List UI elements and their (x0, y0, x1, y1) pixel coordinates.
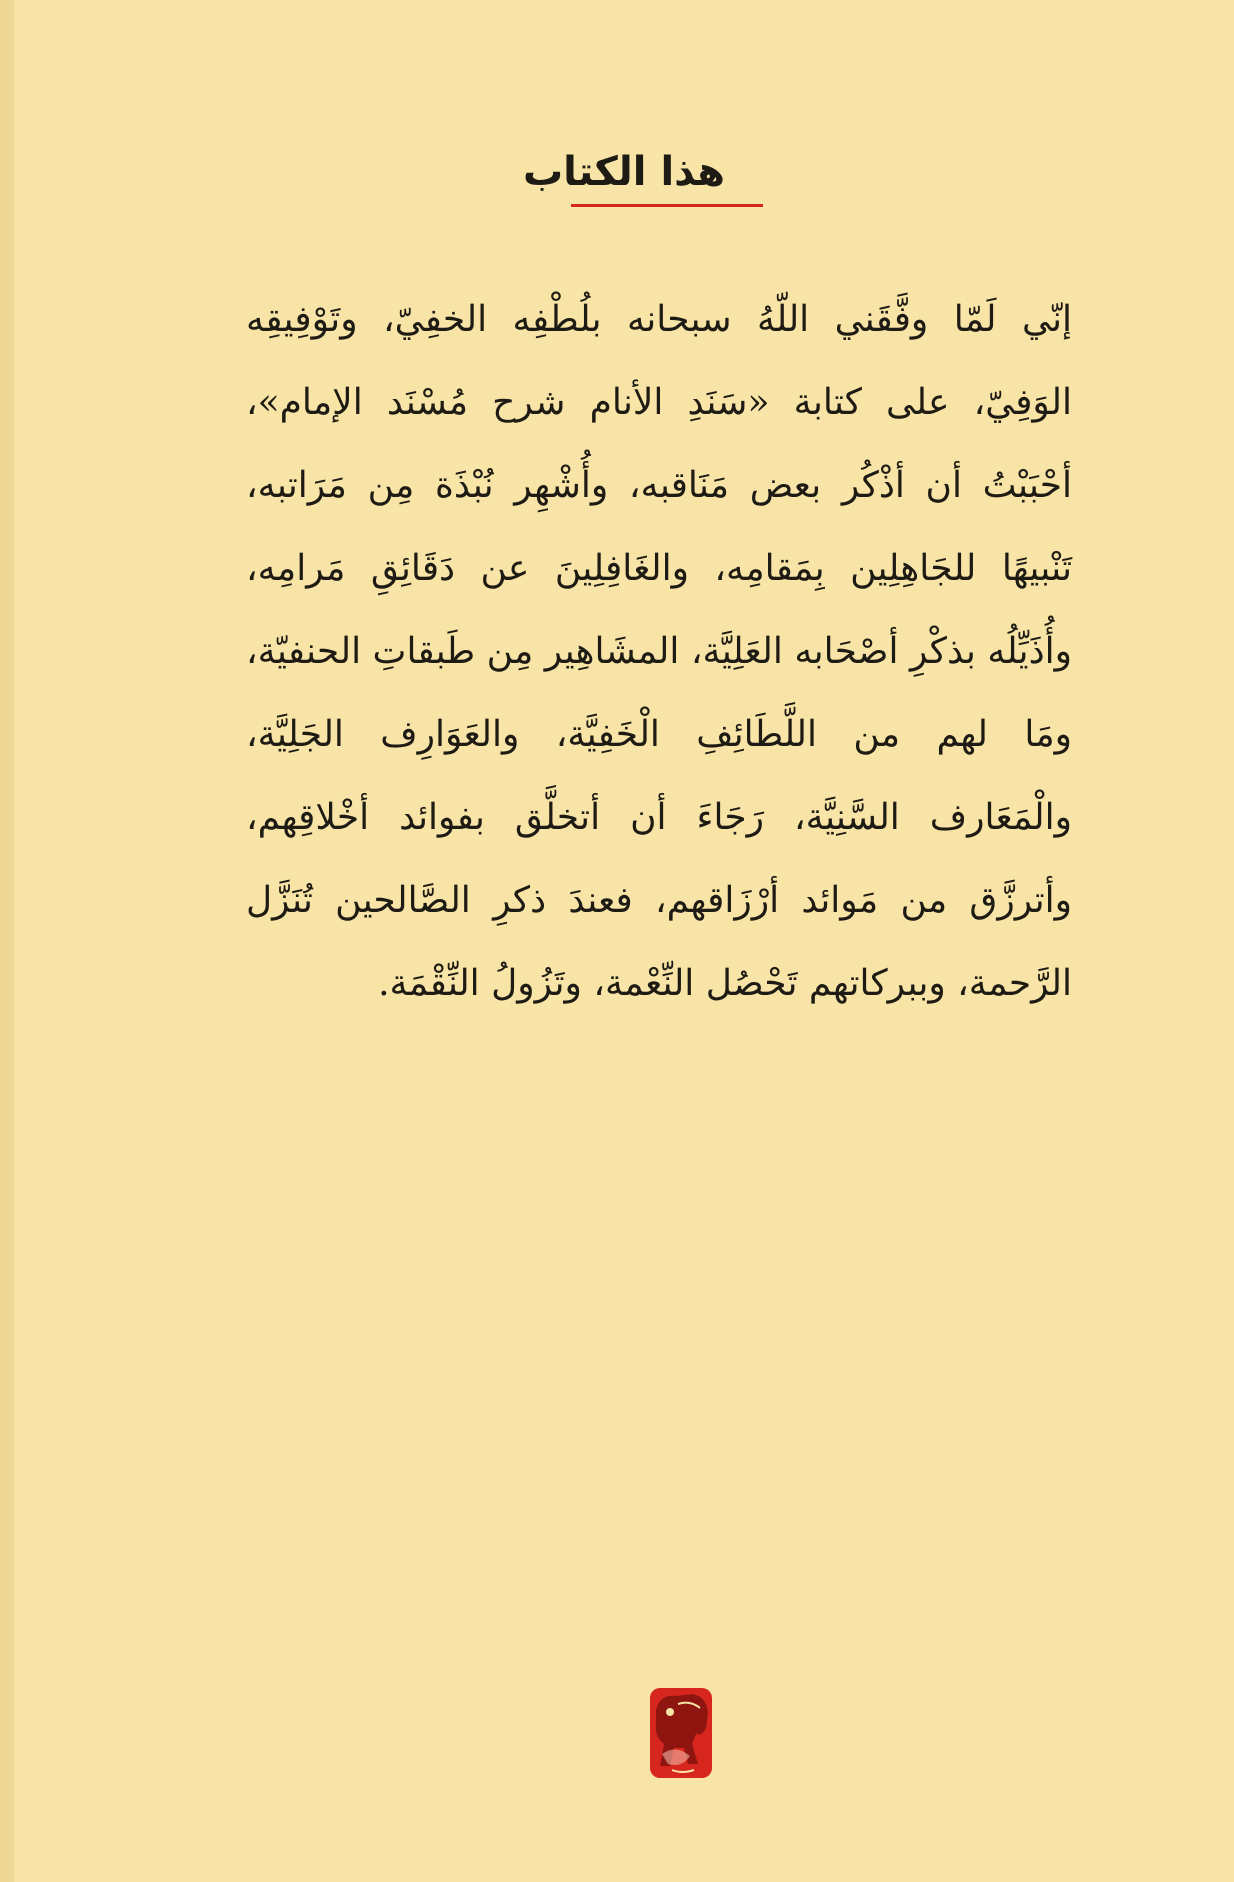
page-title: هذا الكتاب (522, 149, 725, 195)
publisher-emblem-icon (642, 1684, 718, 1782)
title-underline (571, 204, 763, 207)
body-paragraph: إنّي لَمّا وفَّقَني اللّهُ سبحانه بلُطْفِه الخفِيّ، وتَوْفِيقِه الوَفِيّ، على كتابة «سَنَدِ الأنام شرح مُسْنَد الإمام»، أحْبَبْتُ أن أذْكُر بعض مَنَاقبه، وأُشْهِر نُبْذَة مِن مَرَاتبه، تَنْبيهًا للجَاهِلِين بِمَقامِه، والغَافِلِينَ عن دَقَائِقِ مَرامِه، وأُذَيِّلُه بذكْرِ أصْحَابه العَلِيَّة، المشَاهِير مِن طَبقاتِ الحنفيّة، ومَا لهم من اللَّطَائِفِ الْخَفِيَّة، والعَوَارِف الجَلِيَّة، والْمَعَارف السَّنِيَّة، رَجَاءَ أن أتخلَّق بفوائد أخْلاقِهم، وأترزَّق من مَوائد أرْزَاقهم، فعندَ ذكرِ الصَّالحين تُنَزَّل الرَّحمة، وببركاتهم تَحْصُل النِّعْمة، وتَزُولُ النِّقْمَة. (246, 299, 1072, 1004)
